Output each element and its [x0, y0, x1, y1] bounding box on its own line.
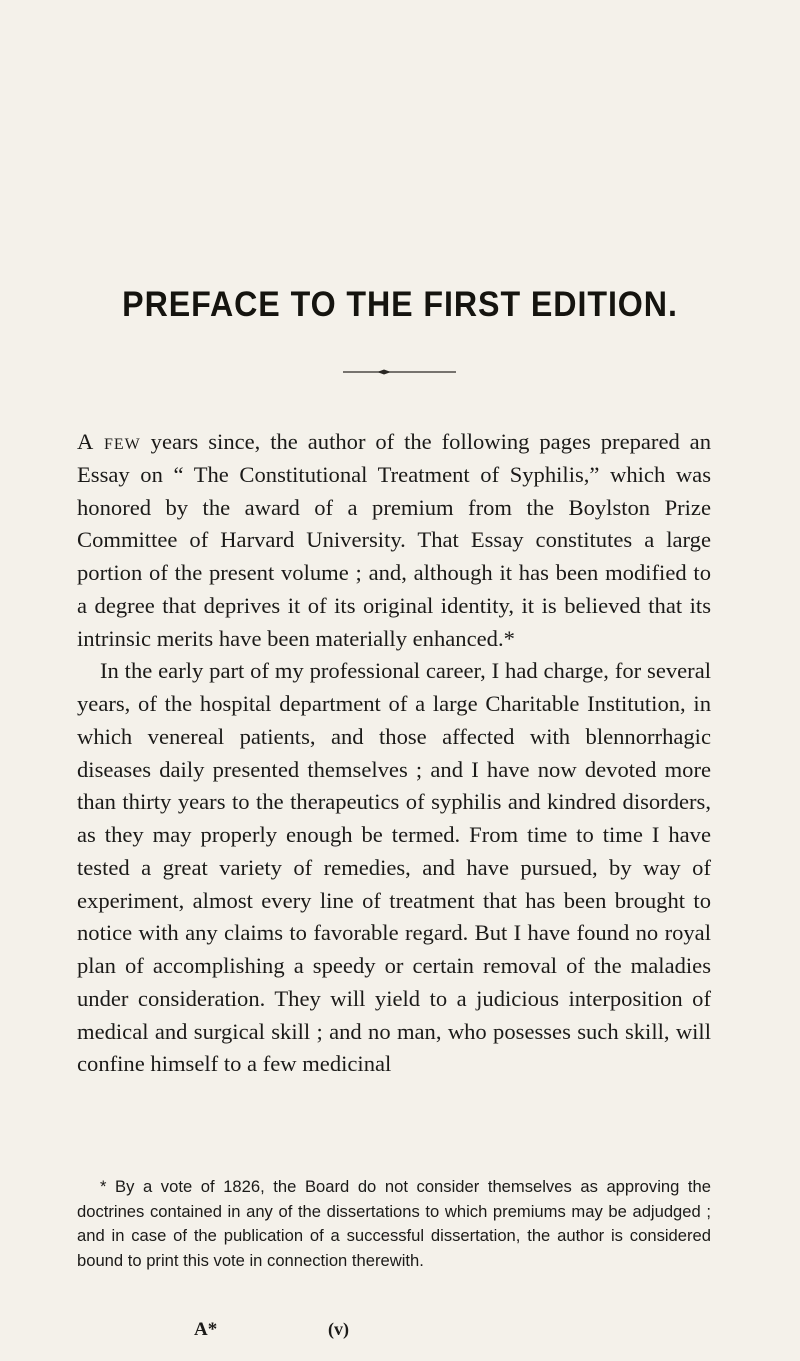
page-title: PREFACE TO THE FIRST EDITION.	[122, 285, 678, 324]
paragraph-text: In the early part of my professional career, I had charge, for several years, of the hospital department of a large Charitable Institution, in which venereal patients, and those affected with blennorrhagic diseases daily presented themselves ; and I have now devoted more than thirty years to the therapeutics of syphilis and kindred disorders, as they may properly enough be termed. From time to time I have tested a great variety of remedies, and have pursued, by way of experiment, almost every line of treatment that has been brought to notice with any claims to favorable regard. But I have found no royal plan of accomplishing a speedy or certain removal of the maladies under consideration. They will yield to a judicious interposition of medical and surgical skill ; and no man, who posesses such skill, will confine himself to a few medicinal	[77, 658, 711, 1077]
paragraph-text: years since, the author of the following pages prepared an Essay on “ The Constitutional Treatment of Syphilis,” which was honored by the award of a premium from the Boylston Prize Committee of Harvard University. That Essay constitutes a large portion of the present volume ; and, although it has been modified to a degree that deprives it of its original identity, it is believed that its intrinsic merits have been materially enhanced.*	[77, 429, 712, 651]
paragraph-2	[77, 655, 711, 1081]
signature-mark: A*	[194, 1319, 218, 1340]
footnote-text: * By a vote of 1826, the Board do not consider themselves as approving the doctrines contained in any of the dissertations to which premiums may be adjudged ; and in case of the publication of a successful dissertation, the author is considered bound to print this vote in connection therewith.	[77, 1177, 711, 1270]
paragraph-lead: A few	[77, 429, 141, 454]
preface-body	[77, 426, 711, 1081]
ornamental-rule	[343, 368, 456, 376]
footnote	[77, 1175, 711, 1273]
page-number: (v)	[328, 1319, 349, 1339]
paragraph-1	[77, 426, 711, 655]
